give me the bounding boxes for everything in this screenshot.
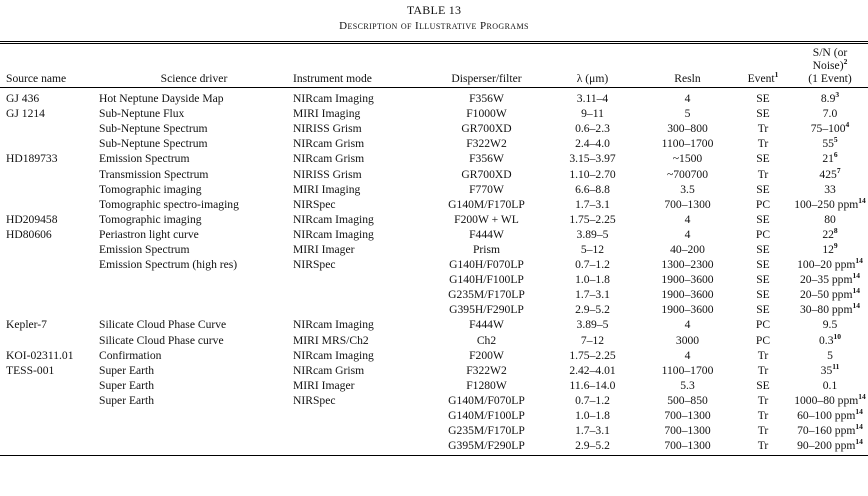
cell-resln: 5: [684, 107, 691, 121]
footnote-marker: 10: [833, 331, 841, 341]
cell-sn: [792, 333, 868, 348]
cell-instrument: NIRcam Grism: [293, 152, 365, 166]
cell-sn: [792, 317, 868, 332]
cell-resln: 4: [684, 92, 691, 106]
cell-disperser: F770W: [469, 182, 504, 196]
table-row: [0, 151, 868, 166]
footnote-marker: 14: [855, 407, 863, 417]
cell-science: Silicate Cloud Phase Curve: [99, 318, 227, 332]
cell-event: SE: [756, 182, 770, 196]
cell-event: SE: [756, 242, 770, 256]
cell-instrument: [291, 302, 429, 317]
cell-instrument: NIRSpec: [293, 258, 336, 272]
cell-sn: [792, 212, 868, 227]
cell-disperser: F200W: [469, 348, 504, 362]
cell-source: [0, 257, 97, 272]
cell-disperser: F356W: [469, 152, 504, 166]
footnote-marker: 4: [845, 120, 850, 130]
sn-value: 55: [822, 137, 834, 151]
cell-source: Kepler-7: [6, 318, 47, 332]
cell-event: PC: [755, 197, 771, 211]
sn-value: 0.3: [819, 333, 834, 347]
cell-resln: 1100–1700: [661, 137, 714, 151]
cell-lambda: 1.75–2.25: [569, 348, 616, 362]
footnote-marker: 7: [836, 165, 841, 175]
cell-resln: ~700700: [666, 167, 709, 181]
cell-sn: [792, 151, 868, 166]
cell-resln: 4: [684, 318, 691, 332]
cell-lambda: 1.0–1.8: [575, 273, 610, 287]
table-row: [0, 393, 868, 408]
cell-science: [97, 302, 291, 317]
table-row: [0, 227, 868, 242]
sn-value: 80: [824, 212, 836, 226]
cell-science: [97, 272, 291, 287]
cell-source: GJ 1214: [6, 107, 45, 121]
cell-science: [97, 287, 291, 302]
cell-resln: 1100–1700: [661, 363, 714, 377]
cell-instrument: NIRcam Imaging: [293, 348, 374, 362]
cell-resln: 1300–2300: [661, 258, 714, 272]
cell-sn: [792, 197, 868, 212]
cell-resln: 3.5: [680, 182, 695, 196]
cell-disperser: G140M/F070LP: [448, 393, 525, 407]
cell-disperser: G140H/F070LP: [449, 258, 524, 272]
footnote-marker: 14: [855, 422, 863, 432]
cell-science: Tomographic imaging: [99, 182, 202, 196]
cell-lambda: 1.75–2.25: [569, 212, 616, 226]
cell-source: HD209458: [6, 212, 58, 226]
cell-lambda: 11.6–14.0: [569, 378, 616, 392]
footnote-marker: 5: [833, 135, 838, 145]
footnote-marker: 14: [855, 256, 863, 266]
sn-value: 9.5: [822, 318, 838, 332]
programs-table: [0, 46, 868, 453]
cell-disperser: F1000W: [466, 107, 507, 121]
sn-value: 75–100: [810, 122, 846, 136]
sn-value: 70–160 ppm: [797, 424, 856, 438]
cell-disperser: G395H/F290LP: [449, 303, 524, 317]
footnote-marker: 6: [833, 150, 838, 160]
cell-lambda: 3.15–3.97: [569, 152, 616, 166]
table-row: [0, 272, 868, 287]
sn-value: 35: [820, 363, 833, 377]
cell-instrument: NIRSpec: [293, 393, 336, 407]
sn-value: 100–20 ppm: [797, 258, 856, 272]
cell-sn: [792, 88, 868, 107]
cell-science: [97, 408, 291, 423]
cell-source: [0, 408, 97, 423]
cell-lambda: 2.4–4.0: [575, 137, 610, 151]
cell-science: Hot Neptune Dayside Map: [99, 92, 224, 106]
cell-lambda: 5–12: [580, 242, 605, 256]
cell-lambda: 1.7–3.1: [575, 288, 610, 302]
cell-lambda: 2.42–4.01: [569, 363, 616, 377]
top-double-rule: [0, 41, 868, 44]
cell-sn: [792, 227, 868, 242]
cell-resln: 4: [684, 227, 691, 241]
cell-sn: [792, 106, 868, 121]
cell-event: PC: [755, 333, 771, 347]
cell-event: SE: [756, 273, 770, 287]
cell-science: Sub-Neptune Spectrum: [99, 137, 208, 151]
cell-resln: 700–1300: [664, 424, 711, 438]
cell-resln: 4: [684, 348, 691, 362]
cell-instrument: [291, 423, 429, 438]
cell-instrument: MIRI MRS/Ch2: [293, 333, 369, 347]
cell-science: Silicate Cloud Phase curve: [99, 333, 224, 347]
cell-disperser: Ch2: [476, 333, 497, 347]
table-caption: [0, 0, 868, 33]
table-row: [0, 136, 868, 151]
cell-disperser: F444W: [469, 318, 504, 332]
cell-sn: [792, 423, 868, 438]
cell-disperser: F1280W: [466, 378, 507, 392]
cell-sn: [792, 287, 868, 302]
cell-source: [0, 197, 97, 212]
cell-lambda: 1.0–1.8: [575, 409, 610, 423]
table-number: TABLE 13: [406, 3, 462, 17]
cell-event: Tr: [757, 363, 769, 377]
sn-value: 20–35 ppm: [800, 273, 853, 287]
footnote-marker: 14: [852, 301, 860, 311]
table-row: [0, 378, 868, 393]
table-row: [0, 197, 868, 212]
cell-disperser: G235M/F170LP: [448, 424, 525, 438]
cell-sn: [792, 257, 868, 272]
table-row: [0, 182, 868, 197]
cell-source: [0, 378, 97, 393]
cell-resln: 3000: [675, 333, 700, 347]
table-header-row: [0, 46, 868, 88]
cell-sn: [792, 272, 868, 287]
cell-lambda: 2.9–5.2: [575, 439, 610, 453]
cell-event: PC: [755, 318, 771, 332]
sn-value: 20–50 ppm: [800, 288, 853, 302]
cell-lambda: 1.7–3.1: [575, 197, 610, 211]
cell-disperser: G140H/F100LP: [449, 273, 524, 287]
cell-source: [0, 136, 97, 151]
cell-lambda: 0.7–1.2: [575, 258, 610, 272]
cell-disperser: Prism: [472, 242, 501, 256]
cell-science: Emission Spectrum (high res): [99, 258, 238, 272]
cell-instrument: NIRcam Imaging: [293, 92, 374, 106]
table-row: [0, 438, 868, 453]
cell-event: SE: [756, 92, 770, 106]
table-row: [0, 302, 868, 317]
cell-resln: 700–1300: [664, 439, 711, 453]
cell-instrument: MIRI Imager: [293, 378, 355, 392]
table-row: [0, 257, 868, 272]
cell-science: Sub-Neptune Spectrum: [99, 122, 208, 136]
cell-sn: [792, 136, 868, 151]
header-resln: Resln: [641, 46, 734, 88]
cell-resln: 5.3: [680, 378, 695, 392]
sn-value: 12: [822, 242, 834, 256]
cell-event: SE: [756, 288, 770, 302]
cell-event: PC: [755, 227, 771, 241]
cell-lambda: 3.89–5: [576, 227, 609, 241]
cell-event: SE: [756, 303, 770, 317]
header-instrument: Instrument mode: [291, 46, 429, 88]
cell-event: SE: [756, 378, 770, 392]
cell-instrument: [291, 438, 429, 453]
sn-value: 425: [819, 167, 837, 181]
cell-event: SE: [756, 212, 770, 226]
cell-disperser: F200W + WL: [454, 212, 519, 226]
cell-disperser: G140M/F170LP: [448, 197, 525, 211]
sn-value: 1000–80 ppm: [794, 393, 859, 407]
table-row: [0, 333, 868, 348]
header-sn: S/N (or Noise)$^2$ (1 Event): [792, 46, 868, 88]
cell-source: HD189733: [6, 152, 58, 166]
cell-lambda: 3.89–5: [576, 318, 609, 332]
sn-value: 90–200 ppm: [797, 439, 856, 453]
cell-lambda: 9–11: [581, 107, 604, 121]
cell-resln: 1900–3600: [661, 273, 714, 287]
cell-science: Super Earth: [99, 393, 155, 407]
cell-science: Super Earth: [99, 363, 155, 377]
footnote-marker: 14: [858, 195, 866, 205]
cell-disperser: F356W: [469, 92, 504, 106]
cell-instrument: [291, 287, 429, 302]
cell-instrument: NIRISS Grism: [293, 122, 362, 136]
cell-science: [97, 423, 291, 438]
sn-value: 0.1: [822, 378, 838, 392]
cell-resln: 700–1300: [664, 409, 711, 423]
sn-value: 30–80 ppm: [800, 303, 853, 317]
cell-science: [97, 438, 291, 453]
cell-event: Tr: [757, 439, 769, 453]
sn-value: 60–100 ppm: [797, 409, 856, 423]
footnote-marker: 14: [852, 286, 860, 296]
cell-event: Tr: [757, 122, 769, 136]
cell-source: [0, 393, 97, 408]
cell-instrument: MIRI Imager: [293, 242, 355, 256]
cell-resln: 1900–3600: [661, 303, 714, 317]
table-row: [0, 317, 868, 332]
header-disperser: Disperser/filter: [429, 46, 544, 88]
cell-science: Confirmation: [99, 348, 162, 362]
cell-event: Tr: [757, 348, 769, 362]
cell-source: KOI-02311.01: [6, 348, 74, 362]
table-row: [0, 423, 868, 438]
cell-lambda: 7–12: [580, 333, 605, 347]
footnote-marker: 14: [858, 392, 866, 402]
cell-source: [0, 423, 97, 438]
cell-sn: [792, 348, 868, 363]
cell-source: [0, 287, 97, 302]
sn-value: 100–250 ppm: [794, 197, 859, 211]
table-row: [0, 242, 868, 257]
footnote-marker: 11: [832, 361, 840, 371]
footnote-marker: 8: [833, 226, 838, 236]
table-row: [0, 88, 868, 107]
cell-source: GJ 436: [6, 92, 40, 106]
cell-instrument: MIRI Imaging: [293, 107, 361, 121]
cell-event: Tr: [757, 424, 769, 438]
cell-source: [0, 333, 97, 348]
cell-science: Tomographic spectro-imaging: [99, 197, 239, 211]
cell-instrument: NIRcam Grism: [293, 363, 365, 377]
cell-event: Tr: [757, 137, 769, 151]
cell-science: Periastron light curve: [99, 227, 199, 241]
table-body: [0, 88, 868, 454]
cell-sn: [792, 302, 868, 317]
cell-disperser: F322W2: [466, 363, 507, 377]
cell-sn: [792, 166, 868, 181]
cell-resln: 300–800: [667, 122, 708, 136]
cell-instrument: NIRcam Grism: [293, 137, 365, 151]
header-lambda: λ (μm): [544, 46, 641, 88]
cell-instrument: NIRSpec: [293, 197, 336, 211]
cell-science: Tomographic imaging: [99, 212, 202, 226]
table-row: [0, 287, 868, 302]
cell-disperser: G140M/F100LP: [448, 409, 525, 423]
header-science: Science driver: [97, 46, 291, 88]
cell-event: Tr: [757, 393, 769, 407]
cell-disperser: GR700XD: [461, 167, 512, 181]
table-row: [0, 166, 868, 181]
cell-source: [0, 166, 97, 181]
table-row: [0, 212, 868, 227]
cell-lambda: 6.6–8.8: [575, 182, 610, 196]
cell-event: SE: [756, 258, 770, 272]
table-title: Description of Illustrative Programs: [339, 20, 529, 32]
cell-sn: [792, 393, 868, 408]
footnote-marker: 3: [835, 90, 840, 100]
sn-value: 21: [822, 152, 834, 166]
cell-lambda: 0.6–2.3: [575, 122, 610, 136]
cell-instrument: [291, 272, 429, 287]
footnote-marker: 14: [855, 437, 863, 447]
cell-resln: 500–850: [667, 393, 708, 407]
table-row: [0, 348, 868, 363]
cell-disperser: GR700XD: [461, 122, 512, 136]
cell-science: Sub-Neptune Flux: [99, 107, 185, 121]
table-row: [0, 106, 868, 121]
cell-lambda: 0.7–1.2: [575, 393, 610, 407]
cell-event: SE: [756, 152, 770, 166]
footnote-marker: 9: [833, 241, 838, 251]
cell-science: Emission Spectrum: [99, 152, 190, 166]
cell-source: [0, 438, 97, 453]
cell-source: TESS-001: [6, 363, 55, 377]
cell-instrument: [291, 408, 429, 423]
footnote-marker: 14: [852, 271, 860, 281]
cell-science: Transmission Spectrum: [99, 167, 209, 181]
cell-source: HD80606: [6, 227, 52, 241]
cell-lambda: 3.11–4: [576, 92, 609, 106]
cell-disperser: G395M/F290LP: [448, 439, 525, 453]
cell-source: [0, 182, 97, 197]
cell-source: [0, 242, 97, 257]
cell-disperser: G235M/F170LP: [448, 288, 525, 302]
cell-resln: 700–1300: [664, 197, 711, 211]
header-event: Event$^1$: [734, 46, 792, 88]
cell-disperser: F322W2: [466, 137, 507, 151]
cell-source: [0, 121, 97, 136]
cell-sn: [792, 182, 868, 197]
cell-instrument: NIRcam Imaging: [293, 318, 374, 332]
cell-event: Tr: [757, 409, 769, 423]
cell-sn: [792, 438, 868, 453]
cell-lambda: 1.10–2.70: [569, 167, 616, 181]
cell-sn: [792, 121, 868, 136]
cell-resln: 40–200: [670, 242, 705, 256]
cell-lambda: 1.7–3.1: [575, 424, 610, 438]
cell-sn: [792, 408, 868, 423]
sn-value: 7.0: [822, 107, 838, 121]
cell-science: Super Earth: [99, 378, 155, 392]
cell-instrument: NIRcam Imaging: [293, 227, 374, 241]
sn-value: 33: [824, 182, 836, 196]
cell-lambda: 2.9–5.2: [575, 303, 610, 317]
sn-value: 5: [827, 348, 833, 362]
cell-source: [0, 302, 97, 317]
cell-sn: [792, 363, 868, 378]
cell-resln: 4: [684, 212, 691, 226]
cell-event: Tr: [757, 167, 769, 181]
cell-resln: 1900–3600: [661, 288, 714, 302]
header-source: Source name: [0, 46, 97, 88]
cell-source: [0, 272, 97, 287]
cell-event: SE: [756, 107, 770, 121]
cell-resln: ~1500: [672, 152, 703, 166]
cell-instrument: NIRcam Imaging: [293, 212, 374, 226]
cell-disperser: F444W: [469, 227, 504, 241]
sn-value: 8.9: [820, 92, 836, 106]
table-row: [0, 363, 868, 378]
sn-value: 22: [822, 227, 834, 241]
cell-sn: [792, 378, 868, 393]
table-row: [0, 121, 868, 136]
cell-science: Emission Spectrum: [99, 242, 190, 256]
cell-instrument: NIRISS Grism: [293, 167, 362, 181]
cell-instrument: MIRI Imaging: [293, 182, 361, 196]
bottom-rule: [0, 455, 868, 456]
table-row: [0, 408, 868, 423]
cell-sn: [792, 242, 868, 257]
